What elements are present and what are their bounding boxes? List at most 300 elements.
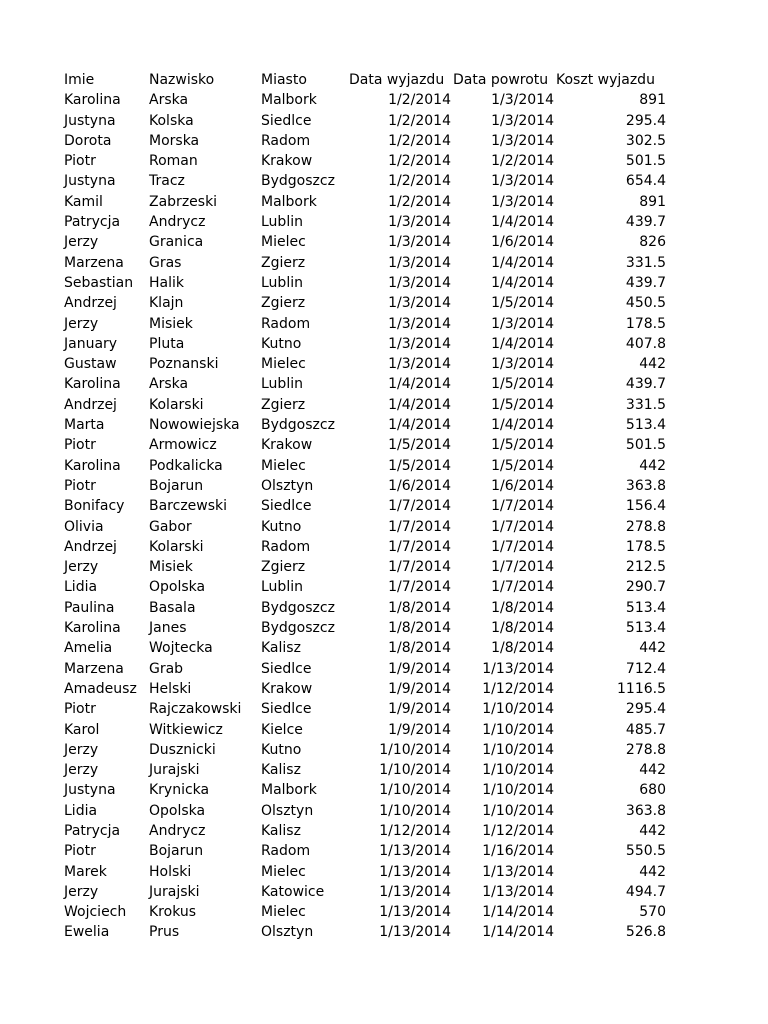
cell-imie[interactable]: Bonifacy [64,498,125,515]
cell-nazwisko[interactable]: Roman [149,153,198,170]
cell-koszt-wyjazdu[interactable]: 513.4 [625,620,666,637]
cell-data-powrotu[interactable]: 1/3/2014 [491,173,554,190]
cell-data-powrotu[interactable]: 1/8/2014 [491,599,554,616]
table-row [0,253,768,273]
cell-koszt-wyjazdu[interactable]: 442 [639,640,666,657]
cell-data-powrotu[interactable]: 1/5/2014 [491,457,554,474]
cell-koszt-wyjazdu[interactable]: 550.5 [625,843,666,860]
cell-nazwisko[interactable]: Poznanski [149,356,219,373]
cell-imie[interactable]: Marta [64,417,105,434]
cell-data-powrotu[interactable]: 1/13/2014 [482,863,554,880]
cell-data-powrotu[interactable]: 1/13/2014 [482,883,554,900]
table-row [0,131,768,151]
cell-nazwisko[interactable]: Grab [149,660,184,677]
cell-data-powrotu[interactable]: 1/8/2014 [491,640,554,657]
cell-koszt-wyjazdu[interactable]: 290.7 [625,579,666,596]
cell-koszt-wyjazdu[interactable]: 212.5 [625,559,666,576]
cell-koszt-wyjazdu[interactable]: 513.4 [625,417,666,434]
cell-imie[interactable]: Piotr [64,153,96,170]
cell-nazwisko[interactable]: Misiek [149,559,193,576]
cell-nazwisko[interactable]: Kolarski [149,396,204,413]
cell-data-powrotu[interactable]: 1/3/2014 [491,92,554,109]
cell-data-wyjazdu[interactable]: 1/9/2014 [388,660,451,677]
cell-data-wyjazdu[interactable]: 1/7/2014 [388,579,451,596]
table-row [0,192,768,212]
cell-miasto[interactable]: Kielce [261,721,303,738]
cell-data-powrotu[interactable]: 1/3/2014 [491,356,554,373]
cell-data-powrotu[interactable]: 1/3/2014 [491,112,554,129]
table-row [0,922,768,942]
cell-data-powrotu[interactable]: 1/7/2014 [491,559,554,576]
cell-koszt-wyjazdu[interactable]: 439.7 [625,376,666,393]
cell-data-powrotu[interactable]: 1/7/2014 [491,538,554,555]
cell-imie[interactable]: Andrzej [64,295,117,312]
table-row [0,902,768,922]
cell-data-powrotu[interactable]: 1/7/2014 [491,518,554,535]
cell-imie[interactable]: Piotr [64,843,96,860]
cell-koszt-wyjazdu[interactable]: 407.8 [625,335,666,352]
cell-data-wyjazdu[interactable]: 1/10/2014 [379,802,451,819]
cell-imie[interactable]: Piotr [64,701,96,718]
cell-koszt-wyjazdu[interactable]: 363.8 [625,477,666,494]
cell-data-powrotu[interactable]: 1/10/2014 [482,741,554,758]
cell-miasto[interactable]: Olsztyn [261,477,314,494]
cell-nazwisko[interactable]: Opolska [149,802,206,819]
table-row [0,638,768,658]
cell-data-powrotu[interactable]: 1/10/2014 [482,762,554,779]
cell-data-wyjazdu[interactable]: 1/4/2014 [388,376,451,393]
cell-nazwisko[interactable]: Klajn [149,295,184,312]
cell-koszt-wyjazdu[interactable]: 442 [639,762,666,779]
cell-data-powrotu[interactable]: 1/4/2014 [491,335,554,352]
cell-koszt-wyjazdu[interactable]: 442 [639,822,666,839]
cell-koszt-wyjazdu[interactable]: 302.5 [625,132,666,149]
cell-data-powrotu[interactable]: 1/4/2014 [491,417,554,434]
cell-koszt-wyjazdu[interactable]: 178.5 [625,315,666,332]
cell-data-powrotu[interactable]: 1/4/2014 [491,254,554,271]
cell-data-wyjazdu[interactable]: 1/2/2014 [388,193,451,210]
cell-imie[interactable]: Gustaw [64,356,117,373]
cell-miasto[interactable]: Radom [261,315,311,332]
cell-data-wyjazdu[interactable]: 1/13/2014 [379,843,451,860]
table-body [0,90,768,942]
cell-koszt-wyjazdu[interactable]: 526.8 [625,924,666,941]
cell-imie[interactable]: Marzena [64,254,124,271]
cell-nazwisko[interactable]: Granica [149,234,204,251]
cell-data-wyjazdu[interactable]: 1/7/2014 [388,559,451,576]
cell-data-powrotu[interactable]: 1/3/2014 [491,193,554,210]
cell-imie[interactable]: Jerzy [64,315,99,332]
cell-data-wyjazdu[interactable]: 1/7/2014 [388,538,451,555]
cell-nazwisko[interactable]: Opolska [149,579,206,596]
cell-miasto[interactable]: Lublin [261,579,303,596]
cell-nazwisko[interactable]: Zabrzeski [149,193,218,210]
cell-nazwisko[interactable]: Arska [149,376,189,393]
table-row [0,598,768,618]
table-row [0,212,768,232]
cell-nazwisko[interactable]: Rajczakowski [149,701,242,718]
cell-data-wyjazdu[interactable]: 1/3/2014 [388,295,451,312]
cell-data-wyjazdu[interactable]: 1/2/2014 [388,92,451,109]
cell-miasto[interactable]: Kutno [261,518,302,535]
cell-imie[interactable]: Wojciech [64,904,127,921]
cell-nazwisko[interactable]: Podkalicka [149,457,223,474]
cell-data-wyjazdu[interactable]: 1/4/2014 [388,396,451,413]
cell-data-wyjazdu[interactable]: 1/2/2014 [388,132,451,149]
cell-data-powrotu[interactable]: 1/5/2014 [491,437,554,454]
cell-miasto[interactable]: Bydgoszcz [261,173,335,190]
cell-imie[interactable]: January [64,335,118,352]
cell-koszt-wyjazdu[interactable]: 712.4 [625,660,666,677]
cell-nazwisko[interactable]: Misiek [149,315,193,332]
cell-imie[interactable]: Marek [64,863,107,880]
cell-koszt-wyjazdu[interactable]: 513.4 [625,599,666,616]
table-row [0,456,768,476]
cell-data-wyjazdu[interactable]: 1/5/2014 [388,437,451,454]
cell-miasto[interactable]: Radom [261,538,311,555]
cell-miasto[interactable]: Mielec [261,457,306,474]
cell-data-wyjazdu[interactable]: 1/3/2014 [388,234,451,251]
cell-miasto[interactable]: Lublin [261,274,303,291]
cell-data-powrotu[interactable]: 1/5/2014 [491,376,554,393]
cell-data-powrotu[interactable]: 1/6/2014 [491,477,554,494]
cell-nazwisko[interactable]: Holski [149,863,192,880]
cell-imie[interactable]: Karolina [64,457,121,474]
cell-nazwisko[interactable]: Basala [149,599,196,616]
cell-koszt-wyjazdu[interactable]: 485.7 [625,721,666,738]
cell-nazwisko[interactable]: Tracz [149,173,185,190]
cell-nazwisko[interactable]: Pluta [149,335,185,352]
cell-data-wyjazdu[interactable]: 1/4/2014 [388,417,451,434]
cell-koszt-wyjazdu[interactable]: 442 [639,863,666,880]
cell-imie[interactable]: Jerzy [64,234,99,251]
cell-koszt-wyjazdu[interactable]: 442 [639,457,666,474]
cell-data-wyjazdu[interactable]: 1/3/2014 [388,335,451,352]
cell-data-powrotu[interactable]: 1/10/2014 [482,782,554,799]
cell-miasto[interactable]: Malbork [261,193,317,210]
cell-miasto[interactable]: Olsztyn [261,924,314,941]
cell-miasto[interactable]: Katowice [261,883,325,900]
table-row [0,699,768,719]
table-row [0,618,768,638]
cell-data-powrotu[interactable]: 1/6/2014 [491,234,554,251]
cell-imie[interactable]: Justyna [64,782,116,799]
cell-imie[interactable]: Andrzej [64,538,117,555]
spreadsheet-table [0,70,768,943]
cell-koszt-wyjazdu[interactable]: 450.5 [625,295,666,312]
cell-imie[interactable]: Lidia [64,579,98,596]
cell-data-wyjazdu[interactable]: 1/7/2014 [388,518,451,535]
cell-imie[interactable]: Marzena [64,660,124,677]
header-data-wyjazdu[interactable]: Data wyjazdu [349,72,445,88]
cell-nazwisko[interactable]: Armowicz [149,437,217,454]
cell-nazwisko[interactable]: Nowowiejska [149,417,240,434]
cell-koszt-wyjazdu[interactable]: 331.5 [625,254,666,271]
cell-nazwisko[interactable]: Andrycz [149,822,206,839]
cell-miasto[interactable]: Siedlce [261,701,312,718]
cell-data-powrotu[interactable]: 1/13/2014 [482,660,554,677]
cell-data-wyjazdu[interactable]: 1/10/2014 [379,762,451,779]
cell-imie[interactable]: Sebastian [64,274,134,291]
cell-imie[interactable]: Kamil [64,193,103,210]
table-row [0,659,768,679]
cell-data-wyjazdu[interactable]: 1/2/2014 [388,173,451,190]
cell-imie[interactable]: Olivia [64,518,104,535]
table-row [0,314,768,334]
cell-koszt-wyjazdu[interactable]: 439.7 [625,274,666,291]
cell-koszt-wyjazdu[interactable]: 891 [639,92,666,109]
cell-koszt-wyjazdu[interactable]: 826 [639,234,666,251]
cell-data-wyjazdu[interactable]: 1/3/2014 [388,274,451,291]
cell-data-wyjazdu[interactable]: 1/13/2014 [379,904,451,921]
cell-imie[interactable]: Patrycja [64,214,121,231]
table-row [0,435,768,455]
cell-miasto[interactable]: Krakow [261,437,313,454]
cell-data-wyjazdu[interactable]: 1/9/2014 [388,701,451,718]
table-row [0,557,768,577]
cell-data-wyjazdu[interactable]: 1/2/2014 [388,112,451,129]
table-row [0,232,768,252]
cell-nazwisko[interactable]: Prus [149,924,180,941]
header-miasto[interactable]: Miasto [261,72,307,88]
cell-koszt-wyjazdu[interactable]: 331.5 [625,396,666,413]
cell-data-powrotu[interactable]: 1/3/2014 [491,315,554,332]
cell-koszt-wyjazdu[interactable]: 494.7 [625,883,666,900]
cell-data-wyjazdu[interactable]: 1/13/2014 [379,883,451,900]
table-row [0,862,768,882]
cell-imie[interactable]: Jerzy [64,883,99,900]
cell-koszt-wyjazdu[interactable]: 680 [639,782,666,799]
cell-data-powrotu[interactable]: 1/14/2014 [482,924,554,941]
cell-miasto[interactable]: Kutno [261,741,302,758]
cell-koszt-wyjazdu[interactable]: 439.7 [625,214,666,231]
cell-imie[interactable]: Ewelia [64,924,110,941]
cell-miasto[interactable]: Malbork [261,92,317,109]
cell-miasto[interactable]: Kutno [261,335,302,352]
cell-data-powrotu[interactable]: 1/3/2014 [491,132,554,149]
cell-nazwisko[interactable]: Barczewski [149,498,228,515]
cell-data-powrotu[interactable]: 1/2/2014 [491,153,554,170]
cell-koszt-wyjazdu[interactable]: 278.8 [625,741,666,758]
cell-miasto[interactable]: Kalisz [261,762,301,779]
table-row [0,334,768,354]
cell-miasto[interactable]: Zgierz [261,559,306,576]
cell-miasto[interactable]: Mielec [261,356,306,373]
cell-imie[interactable]: Andrzej [64,396,117,413]
cell-miasto[interactable]: Zgierz [261,295,306,312]
cell-miasto[interactable]: Zgierz [261,254,306,271]
cell-data-wyjazdu[interactable]: 1/9/2014 [388,680,451,697]
cell-imie[interactable]: Paulina [64,599,115,616]
cell-koszt-wyjazdu[interactable]: 654.4 [625,173,666,190]
cell-data-wyjazdu[interactable]: 1/13/2014 [379,924,451,941]
cell-koszt-wyjazdu[interactable]: 570 [639,904,666,921]
cell-miasto[interactable]: Krakow [261,153,313,170]
cell-data-wyjazdu[interactable]: 1/10/2014 [379,782,451,799]
cell-data-powrotu[interactable]: 1/12/2014 [482,680,554,697]
cell-miasto[interactable]: Krakow [261,680,313,697]
cell-data-wyjazdu[interactable]: 1/6/2014 [388,477,451,494]
cell-miasto[interactable]: Zgierz [261,396,306,413]
cell-nazwisko[interactable]: Kolska [149,112,194,129]
cell-nazwisko[interactable]: Janes [149,620,187,637]
cell-imie[interactable]: Amadeusz [64,680,137,697]
cell-data-wyjazdu[interactable]: 1/9/2014 [388,721,451,738]
cell-data-wyjazdu[interactable]: 1/5/2014 [388,457,451,474]
cell-data-powrotu[interactable]: 1/7/2014 [491,498,554,515]
cell-data-wyjazdu[interactable]: 1/13/2014 [379,863,451,880]
cell-imie[interactable]: Piotr [64,437,96,454]
cell-imie[interactable]: Jerzy [64,762,99,779]
cell-miasto[interactable]: Mielec [261,863,306,880]
table-row [0,679,768,699]
cell-imie[interactable]: Karolina [64,92,121,109]
cell-data-wyjazdu[interactable]: 1/3/2014 [388,356,451,373]
cell-data-powrotu[interactable]: 1/5/2014 [491,396,554,413]
cell-imie[interactable]: Karolina [64,376,121,393]
cell-imie[interactable]: Jerzy [64,741,99,758]
cell-nazwisko[interactable]: Gras [149,254,182,271]
cell-nazwisko[interactable]: Halik [149,274,184,291]
cell-nazwisko[interactable]: Bojarun [149,843,204,860]
table-row [0,760,768,780]
cell-miasto[interactable]: Radom [261,843,311,860]
cell-miasto[interactable]: Mielec [261,234,306,251]
cell-miasto[interactable]: Bydgoszcz [261,417,335,434]
table-row [0,293,768,313]
header-nazwisko[interactable]: Nazwisko [149,72,215,88]
cell-data-powrotu[interactable]: 1/14/2014 [482,904,554,921]
cell-imie[interactable]: Lidia [64,802,98,819]
cell-miasto[interactable]: Bydgoszcz [261,599,335,616]
cell-data-wyjazdu[interactable]: 1/12/2014 [379,822,451,839]
cell-miasto[interactable]: Siedlce [261,498,312,515]
cell-koszt-wyjazdu[interactable]: 156.4 [625,498,666,515]
cell-koszt-wyjazdu[interactable]: 278.8 [625,518,666,535]
cell-nazwisko[interactable]: Andrycz [149,214,206,231]
cell-data-wyjazdu[interactable]: 1/7/2014 [388,498,451,515]
cell-nazwisko[interactable]: Jurajski [149,883,200,900]
cell-data-powrotu[interactable]: 1/10/2014 [482,721,554,738]
cell-koszt-wyjazdu[interactable]: 295.4 [625,701,666,718]
table-row [0,415,768,435]
cell-imie[interactable]: Justyna [64,173,116,190]
cell-imie[interactable]: Karolina [64,620,121,637]
cell-data-powrotu[interactable]: 1/5/2014 [491,295,554,312]
cell-miasto[interactable]: Mielec [261,904,306,921]
cell-data-wyjazdu[interactable]: 1/8/2014 [388,599,451,616]
cell-koszt-wyjazdu[interactable]: 501.5 [625,437,666,454]
table-row [0,720,768,740]
cell-miasto[interactable]: Kalisz [261,640,301,657]
cell-miasto[interactable]: Malbork [261,782,317,799]
cell-miasto[interactable]: Lublin [261,376,303,393]
cell-koszt-wyjazdu[interactable]: 501.5 [625,153,666,170]
cell-data-powrotu[interactable]: 1/16/2014 [482,843,554,860]
cell-miasto[interactable]: Radom [261,132,311,149]
cell-nazwisko[interactable]: Helski [149,680,192,697]
cell-data-wyjazdu[interactable]: 1/2/2014 [388,153,451,170]
cell-imie[interactable]: Jerzy [64,559,99,576]
cell-imie[interactable]: Dorota [64,132,112,149]
cell-nazwisko[interactable]: Witkiewicz [149,721,223,738]
cell-nazwisko[interactable]: Kolarski [149,538,204,555]
table-row [0,577,768,597]
cell-data-powrotu[interactable]: 1/7/2014 [491,579,554,596]
table-row [0,882,768,902]
cell-koszt-wyjazdu[interactable]: 295.4 [625,112,666,129]
cell-miasto[interactable]: Siedlce [261,660,312,677]
table-row [0,151,768,171]
cell-data-powrotu[interactable]: 1/4/2014 [491,274,554,291]
cell-data-wyjazdu[interactable]: 1/3/2014 [388,315,451,332]
table-row [0,354,768,374]
cell-imie[interactable]: Karol [64,721,100,738]
cell-miasto[interactable]: Olsztyn [261,802,314,819]
cell-data-powrotu[interactable]: 1/10/2014 [482,802,554,819]
cell-imie[interactable]: Amelia [64,640,113,657]
table-row [0,90,768,110]
cell-data-wyjazdu[interactable]: 1/3/2014 [388,254,451,271]
cell-nazwisko[interactable]: Jurajski [149,762,200,779]
cell-miasto[interactable]: Siedlce [261,112,312,129]
table-row [0,517,768,537]
header-row [0,70,768,90]
cell-data-wyjazdu[interactable]: 1/8/2014 [388,640,451,657]
table-row [0,801,768,821]
cell-imie[interactable]: Piotr [64,477,96,494]
cell-koszt-wyjazdu[interactable]: 178.5 [625,538,666,555]
table-row [0,780,768,800]
cell-data-wyjazdu[interactable]: 1/8/2014 [388,620,451,637]
cell-koszt-wyjazdu[interactable]: 891 [639,193,666,210]
cell-koszt-wyjazdu[interactable]: 363.8 [625,802,666,819]
cell-koszt-wyjazdu[interactable]: 442 [639,356,666,373]
cell-nazwisko[interactable]: Gabor [149,518,192,535]
table-row [0,171,768,191]
cell-data-wyjazdu[interactable]: 1/10/2014 [379,741,451,758]
table-row [0,374,768,394]
cell-data-wyjazdu[interactable]: 1/3/2014 [388,214,451,231]
cell-data-powrotu[interactable]: 1/4/2014 [491,214,554,231]
table-row [0,395,768,415]
cell-nazwisko[interactable]: Morska [149,132,200,149]
cell-nazwisko[interactable]: Arska [149,92,189,109]
header-data-powrotu[interactable]: Data powrotu [453,72,549,88]
header-koszt-wyjazdu[interactable]: Koszt wyjazdu [556,72,655,88]
cell-imie[interactable]: Justyna [64,112,116,129]
cell-nazwisko[interactable]: Krokus [149,904,197,921]
cell-nazwisko[interactable]: Dusznicki [149,741,216,758]
cell-data-powrotu[interactable]: 1/12/2014 [482,822,554,839]
table-row [0,841,768,861]
cell-imie[interactable]: Patrycja [64,822,121,839]
cell-nazwisko[interactable]: Bojarun [149,477,204,494]
cell-data-powrotu[interactable]: 1/10/2014 [482,701,554,718]
table-row [0,821,768,841]
cell-miasto[interactable]: Lublin [261,214,303,231]
cell-koszt-wyjazdu[interactable]: 1116.5 [617,680,666,697]
cell-nazwisko[interactable]: Wojtecka [149,640,213,657]
cell-miasto[interactable]: Bydgoszcz [261,620,335,637]
cell-nazwisko[interactable]: Krynicka [149,782,210,799]
cell-data-powrotu[interactable]: 1/8/2014 [491,620,554,637]
cell-miasto[interactable]: Kalisz [261,822,301,839]
table-row [0,111,768,131]
header-imie[interactable]: Imie [64,72,95,88]
table-row [0,476,768,496]
table-row [0,740,768,760]
